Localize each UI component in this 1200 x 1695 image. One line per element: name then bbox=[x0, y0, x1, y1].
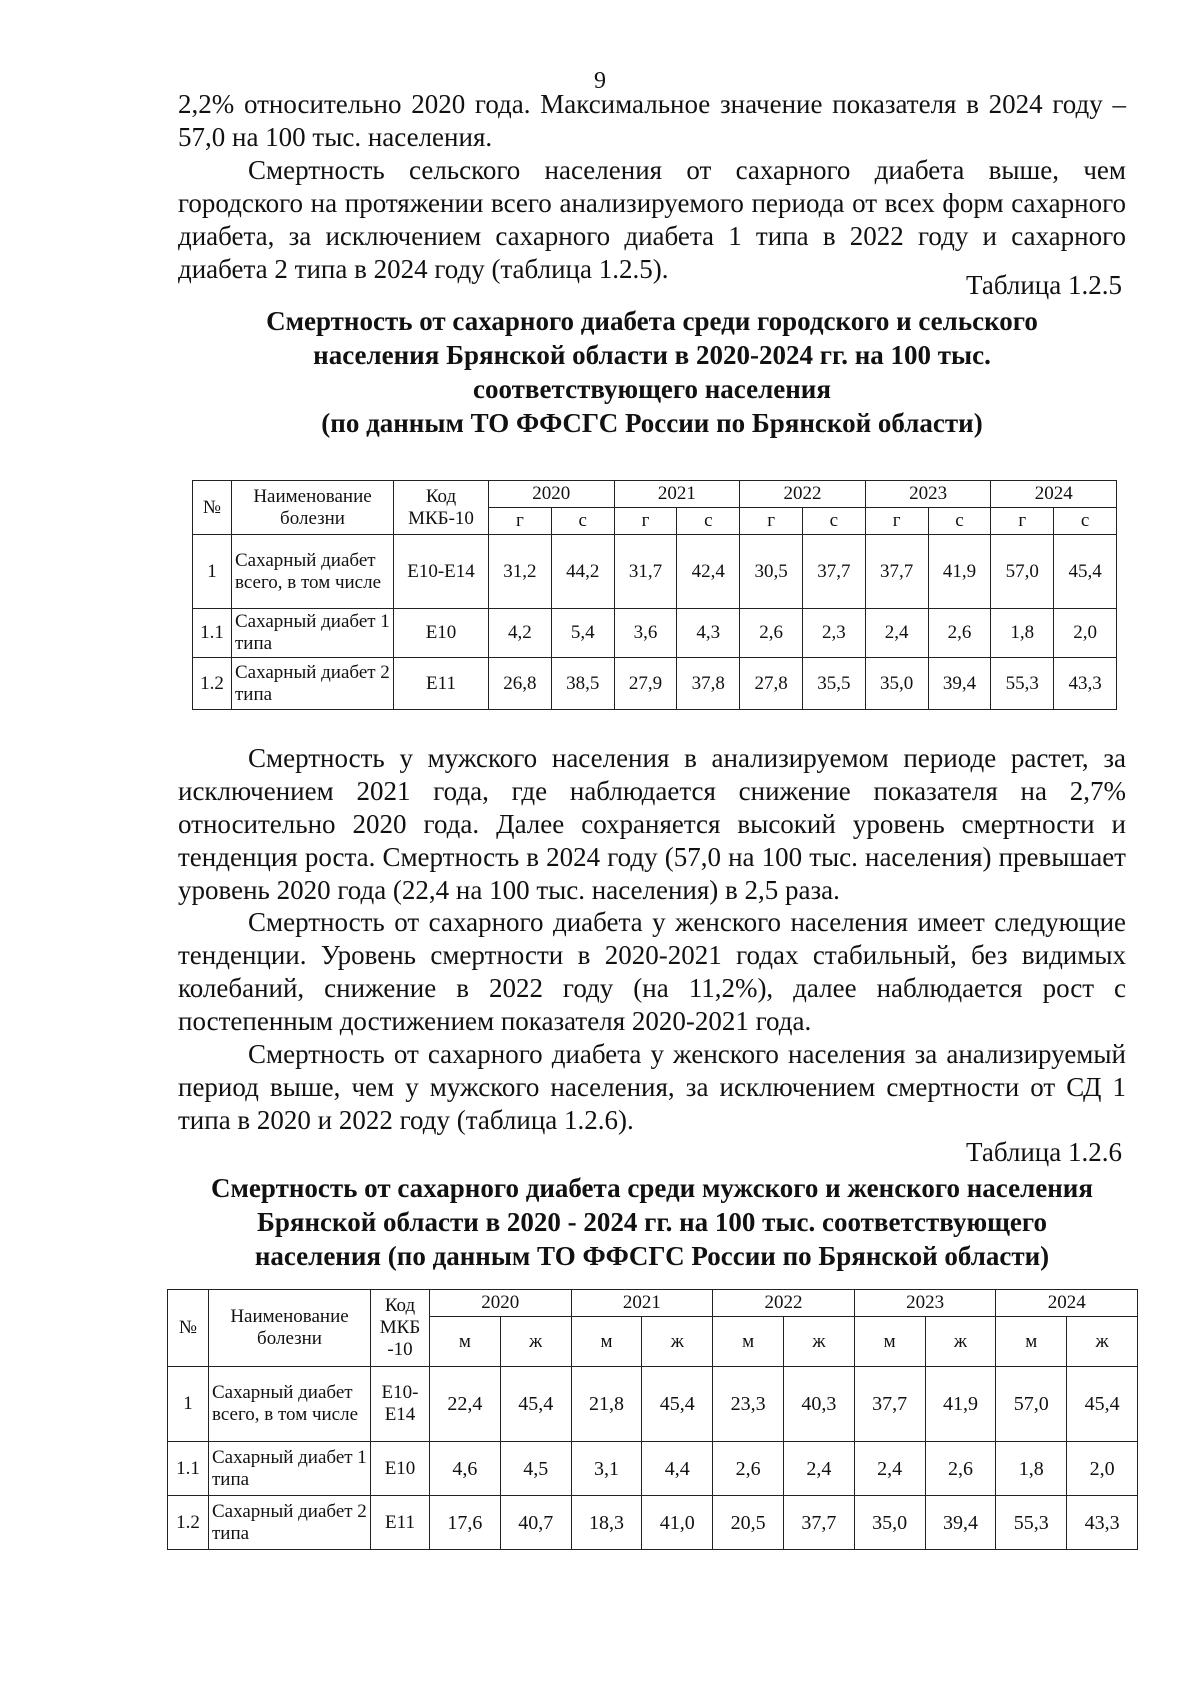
value-cell: 39,4 bbox=[928, 658, 991, 710]
paragraph-urban-rural: Смертность сельского населения от сахарного диабета выше, чем городского на протяжении всего анализируемого периода от всех форм сахарного диабета, за исключением сахарного диабета 1 типа в 2022 году и сахарного диабета 2 типа в 2024 году (таблица 1.2.5). bbox=[178, 155, 1126, 284]
row-number: 1 bbox=[193, 535, 232, 609]
col-header-year: 2021 bbox=[571, 1290, 713, 1317]
table-row bbox=[168, 1442, 1138, 1496]
col-header-icd-code: Код МКБ-10 bbox=[394, 481, 489, 535]
value-cell: 2,4 bbox=[854, 1442, 925, 1496]
value-cell: 17,6 bbox=[430, 1496, 501, 1550]
value-cell: 26,8 bbox=[489, 658, 552, 710]
paragraph-female-trend: Смертность от сахарного диабета у женского населения имеет следующие тенденции. Уровень смертности в 2020-2021 годах стабильный, без видимых колебаний, снижение в 2022 году (на 11,2%), далее наблюдается рост с постепенным достижением показателя 2020-2021 года. bbox=[178, 907, 1126, 1036]
row-number: 1 bbox=[168, 1367, 209, 1442]
value-cell: 2,6 bbox=[925, 1442, 996, 1496]
table-2-title-line: Смертность от сахарного диабета среди мужского и женского населения bbox=[211, 1173, 1093, 1203]
icd-code: Е11 bbox=[371, 1496, 430, 1550]
table-male-female-mortality bbox=[167, 1289, 1138, 1550]
col-header-male: м bbox=[713, 1317, 784, 1367]
table-2-title bbox=[178, 1171, 1126, 1273]
col-header-female: ж bbox=[783, 1317, 854, 1367]
disease-name: Сахарный диабет всего, в том числе bbox=[209, 1367, 371, 1442]
col-header-urban: г bbox=[865, 508, 928, 535]
col-header-year: 2022 bbox=[740, 481, 866, 508]
table-1-title-line: (по данным ТО ФФСГС России по Брянской области) bbox=[321, 408, 983, 438]
table-row bbox=[193, 609, 1117, 658]
value-cell: 37,7 bbox=[802, 535, 865, 609]
value-cell: 1,8 bbox=[996, 1442, 1067, 1496]
value-cell: 20,5 bbox=[713, 1496, 784, 1550]
col-header-urban: г bbox=[614, 508, 677, 535]
table-1-title-line: соответствующего населения bbox=[473, 374, 831, 404]
value-cell: 4,4 bbox=[642, 1442, 713, 1496]
value-cell: 45,4 bbox=[500, 1367, 571, 1442]
col-header-rural: с bbox=[928, 508, 991, 535]
col-header-urban: г bbox=[740, 508, 803, 535]
col-header-year: 2021 bbox=[614, 481, 740, 508]
col-header-year: 2023 bbox=[854, 1290, 996, 1317]
row-number: 1.2 bbox=[168, 1496, 209, 1550]
value-cell: 27,8 bbox=[740, 658, 803, 710]
value-cell: 2,0 bbox=[1054, 609, 1117, 658]
table-2-title-line: Брянской области в 2020 - 2024 гг. на 100 тыс. соответствующего bbox=[257, 1207, 1047, 1237]
value-cell: 2,3 bbox=[802, 609, 865, 658]
col-header-male: м bbox=[571, 1317, 642, 1367]
table-row bbox=[193, 658, 1117, 710]
table-urban-rural-mortality bbox=[192, 480, 1117, 710]
col-header-female: ж bbox=[500, 1317, 571, 1367]
value-cell: 38,5 bbox=[551, 658, 614, 710]
icd-code: Е10 bbox=[394, 609, 489, 658]
value-cell: 41,9 bbox=[925, 1367, 996, 1442]
value-cell: 41,0 bbox=[642, 1496, 713, 1550]
value-cell: 42,4 bbox=[677, 535, 740, 609]
value-cell: 2,6 bbox=[740, 609, 803, 658]
value-cell: 4,3 bbox=[677, 609, 740, 658]
col-header-disease-name: Наименование болезни bbox=[232, 481, 394, 535]
value-cell: 3,6 bbox=[614, 609, 677, 658]
disease-name: Сахарный диабет 1 типа bbox=[209, 1442, 371, 1496]
value-cell: 37,7 bbox=[854, 1367, 925, 1442]
disease-name: Сахарный диабет 1 типа bbox=[232, 609, 394, 658]
value-cell: 27,9 bbox=[614, 658, 677, 710]
col-header-icd-code: Код МКБ -10 bbox=[371, 1290, 430, 1367]
value-cell: 18,3 bbox=[571, 1496, 642, 1550]
value-cell: 45,4 bbox=[1054, 535, 1117, 609]
col-header-male: м bbox=[996, 1317, 1067, 1367]
value-cell: 3,1 bbox=[571, 1442, 642, 1496]
col-header-urban: г bbox=[489, 508, 552, 535]
value-cell: 35,5 bbox=[802, 658, 865, 710]
table-1-title-line: Смертность от сахарного диабета среди городского и сельского bbox=[266, 306, 1038, 336]
value-cell: 22,4 bbox=[430, 1367, 501, 1442]
col-header-male: м bbox=[430, 1317, 501, 1367]
value-cell: 1,8 bbox=[991, 609, 1054, 658]
value-cell: 2,6 bbox=[928, 609, 991, 658]
value-cell: 37,8 bbox=[677, 658, 740, 710]
value-cell: 57,0 bbox=[991, 535, 1054, 609]
col-header-number: № bbox=[193, 481, 232, 535]
page-number: 9 bbox=[594, 68, 606, 94]
value-cell: 4,2 bbox=[489, 609, 552, 658]
table-1-title bbox=[178, 304, 1126, 440]
table-row bbox=[168, 1367, 1138, 1442]
value-cell: 57,0 bbox=[996, 1367, 1067, 1442]
icd-code: Е10 bbox=[371, 1442, 430, 1496]
value-cell: 21,8 bbox=[571, 1367, 642, 1442]
value-cell: 44,2 bbox=[551, 535, 614, 609]
col-header-female: ж bbox=[1067, 1317, 1138, 1367]
table-1-title-line: населения Брянской области в 2020-2024 гг. на 100 тыс. bbox=[313, 340, 991, 370]
disease-name: Сахарный диабет 2 типа bbox=[232, 658, 394, 710]
col-header-year: 2020 bbox=[489, 481, 615, 508]
value-cell: 37,7 bbox=[783, 1496, 854, 1550]
disease-name: Сахарный диабет всего, в том числе bbox=[232, 535, 394, 609]
col-header-rural: с bbox=[802, 508, 865, 535]
col-header-female: ж bbox=[925, 1317, 996, 1367]
table-2-title-line: населения (по данным ТО ФФСГС России по Брянской области) bbox=[254, 1241, 1050, 1271]
col-header-urban: г bbox=[991, 508, 1054, 535]
col-header-year: 2022 bbox=[713, 1290, 855, 1317]
col-header-year: 2020 bbox=[430, 1290, 572, 1317]
col-header-rural: с bbox=[551, 508, 614, 535]
value-cell: 5,4 bbox=[551, 609, 614, 658]
value-cell: 43,3 bbox=[1067, 1496, 1138, 1550]
paragraph-male-female-compare: Смертность от сахарного диабета у женского населения за анализируемый период выше, чем у мужского населения, за исключением смертности от СД 1 типа в 2020 и 2022 году (таблица 1.2.6). bbox=[178, 1039, 1126, 1135]
table-2-caption: Таблица 1.2.6 bbox=[966, 1137, 1122, 1167]
col-header-number: № bbox=[168, 1290, 209, 1367]
value-cell: 40,3 bbox=[783, 1367, 854, 1442]
value-cell: 35,0 bbox=[854, 1496, 925, 1550]
col-header-rural: с bbox=[677, 508, 740, 535]
icd-code: Е10-Е14 bbox=[371, 1367, 430, 1442]
icd-code: Е10-Е14 bbox=[394, 535, 489, 609]
value-cell: 40,7 bbox=[500, 1496, 571, 1550]
value-cell: 45,4 bbox=[642, 1367, 713, 1442]
value-cell: 41,9 bbox=[928, 535, 991, 609]
value-cell: 30,5 bbox=[740, 535, 803, 609]
row-number: 1.1 bbox=[193, 609, 232, 658]
table-row bbox=[168, 1496, 1138, 1550]
row-number: 1.1 bbox=[168, 1442, 209, 1496]
disease-name: Сахарный диабет 2 типа bbox=[209, 1496, 371, 1550]
value-cell: 37,7 bbox=[865, 535, 928, 609]
col-header-year: 2024 bbox=[991, 481, 1117, 508]
row-number: 1.2 bbox=[193, 658, 232, 710]
value-cell: 43,3 bbox=[1054, 658, 1117, 710]
value-cell: 23,3 bbox=[713, 1367, 784, 1442]
value-cell: 39,4 bbox=[925, 1496, 996, 1550]
col-header-male: м bbox=[854, 1317, 925, 1367]
col-header-disease-name: Наименование болезни bbox=[209, 1290, 371, 1367]
value-cell: 4,5 bbox=[500, 1442, 571, 1496]
col-header-female: ж bbox=[642, 1317, 713, 1367]
value-cell: 35,0 bbox=[865, 658, 928, 710]
col-header-rural: с bbox=[1054, 508, 1117, 535]
value-cell: 31,2 bbox=[489, 535, 552, 609]
table-1-caption: Таблица 1.2.5 bbox=[966, 270, 1122, 300]
paragraph-male-trend: Смертность у мужского населения в анализируемом периоде растет, за исключением 2021 года, где наблюдается снижение показателя на 2,7% относительно 2020 года. Далее сохраняется высокий уровень смертности и тенденция роста. Смертность в 2024 году (57,0 на 100 тыс. населения) превышает уровень 2020 года (22,4 на 100 тыс. населения) в 2,5 раза. bbox=[178, 743, 1126, 905]
value-cell: 2,4 bbox=[783, 1442, 854, 1496]
value-cell: 2,0 bbox=[1067, 1442, 1138, 1496]
icd-code: Е11 bbox=[394, 658, 489, 710]
value-cell: 2,6 bbox=[713, 1442, 784, 1496]
value-cell: 55,3 bbox=[991, 658, 1054, 710]
value-cell: 31,7 bbox=[614, 535, 677, 609]
value-cell: 2,4 bbox=[865, 609, 928, 658]
value-cell: 4,6 bbox=[430, 1442, 501, 1496]
value-cell: 45,4 bbox=[1067, 1367, 1138, 1442]
col-header-year: 2024 bbox=[996, 1290, 1138, 1317]
table-row bbox=[193, 535, 1117, 609]
col-header-year: 2023 bbox=[865, 481, 991, 508]
value-cell: 55,3 bbox=[996, 1496, 1067, 1550]
paragraph-intro: 2,2% относительно 2020 года. Максимальное значение показателя в 2024 году – 57,0 на 100 тыс. населения. bbox=[178, 89, 1126, 152]
